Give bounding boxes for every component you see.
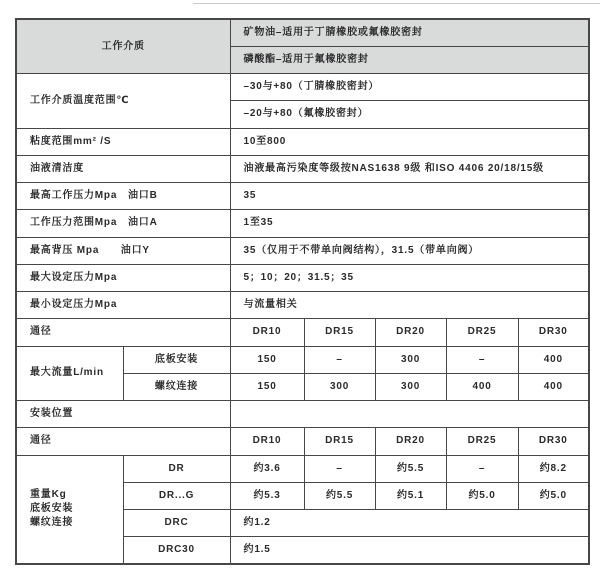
cleanliness-value: 油液最高污染度等级按NAS1638 9级 和ISO 4406 20/18/15级 bbox=[230, 155, 589, 182]
working-pressure-range-label: 工作压力范围Mpa 油口A bbox=[16, 210, 230, 237]
diameter2-dr15: DR15 bbox=[304, 428, 375, 455]
min-set-pressure-value: 与流量相关 bbox=[230, 292, 589, 319]
weight-dr-dr20-value: 约5.5 bbox=[375, 455, 446, 482]
max-flow-label: 最大流量L/min bbox=[16, 346, 123, 401]
weight-drg-dr10-value: 约5.3 bbox=[230, 482, 304, 509]
flow-plate-dr15-value: – bbox=[304, 346, 375, 373]
weight-drc-value: 约1.2 bbox=[230, 510, 589, 537]
weight-drg-sub: DR...G bbox=[123, 482, 230, 509]
weight-drg-dr30-value: 约5.0 bbox=[518, 482, 589, 509]
flow-plate-dr30-value: 400 bbox=[518, 346, 589, 373]
flow-thread-dr30-value: 400 bbox=[518, 373, 589, 400]
working-pressure-range-value: 1至35 bbox=[230, 210, 589, 237]
mount-position-label: 安装位置 bbox=[16, 401, 230, 428]
diameter2-dr30: DR30 bbox=[518, 428, 589, 455]
diameter2-dr25: DR25 bbox=[446, 428, 518, 455]
max-back-pressure-label: 最高背压 Mpa 油口Y bbox=[16, 237, 230, 264]
weight-label-line2: 底板安装 bbox=[30, 503, 74, 515]
weight-drg-dr20-value: 约5.1 bbox=[375, 482, 446, 509]
flow-plate-mount-sub: 底板安装 bbox=[123, 346, 230, 373]
diameter1-label: 通径 bbox=[16, 319, 230, 346]
temp-range-label: 工作介质温度范围℃ bbox=[16, 74, 230, 129]
max-set-pressure-value: 5；10；20；31.5；35 bbox=[230, 264, 589, 291]
flow-thread-sub: 螺纹连接 bbox=[123, 373, 230, 400]
weight-drg-dr25-value: 约5.0 bbox=[446, 482, 518, 509]
temp-fkm-value: –20与+80（氟橡胶密封） bbox=[230, 101, 589, 128]
flow-thread-dr10-value: 150 bbox=[230, 373, 304, 400]
diameter1-dr25: DR25 bbox=[446, 319, 518, 346]
weight-dr-dr15-value: – bbox=[304, 455, 375, 482]
flow-thread-dr20-value: 300 bbox=[375, 373, 446, 400]
max-working-pressure-value: 35 bbox=[230, 183, 589, 210]
max-set-pressure-label: 最大设定压力Mpa bbox=[16, 264, 230, 291]
weight-dr-dr10-value: 约3.6 bbox=[230, 455, 304, 482]
weight-drc-sub: DRC bbox=[123, 510, 230, 537]
flow-thread-dr15-value: 300 bbox=[304, 373, 375, 400]
weight-label-line1: 重量Kg bbox=[30, 489, 67, 501]
diameter1-dr10: DR10 bbox=[230, 319, 304, 346]
diameter1-dr20: DR20 bbox=[375, 319, 446, 346]
working-medium-label: 工作介质 bbox=[16, 19, 230, 74]
diameter2-label: 通径 bbox=[16, 428, 230, 455]
mount-position-value bbox=[230, 401, 589, 428]
cleanliness-label: 油液清洁度 bbox=[16, 155, 230, 182]
diameter2-dr20: DR20 bbox=[375, 428, 446, 455]
flow-plate-dr20-value: 300 bbox=[375, 346, 446, 373]
weight-label-line3: 螺纹连接 bbox=[30, 517, 74, 529]
flow-thread-dr25-value: 400 bbox=[446, 373, 518, 400]
flow-plate-dr10-value: 150 bbox=[230, 346, 304, 373]
viscosity-label: 粘度范围mm² /S bbox=[16, 128, 230, 155]
spec-table bbox=[15, 18, 590, 565]
min-set-pressure-label: 最小设定压力Mpa bbox=[16, 292, 230, 319]
max-working-pressure-label: 最高工作压力Mpa 油口B bbox=[16, 183, 230, 210]
medium-ester-value: 磷酸酯–适用于氟橡胶密封 bbox=[230, 46, 589, 73]
temp-nbr-value: –30与+80（丁腈橡胶密封） bbox=[230, 74, 589, 101]
weight-dr-dr25-value: – bbox=[446, 455, 518, 482]
weight-dr-sub: DR bbox=[123, 455, 230, 482]
weight-drg-dr15-value: 约5.5 bbox=[304, 482, 375, 509]
diameter1-dr30: DR30 bbox=[518, 319, 589, 346]
weight-drc30-value: 约1.5 bbox=[230, 537, 589, 564]
flow-plate-dr25-value: – bbox=[446, 346, 518, 373]
diameter2-dr10: DR10 bbox=[230, 428, 304, 455]
weight-label bbox=[16, 455, 123, 564]
medium-mineral-value: 矿物油–适用于丁腈橡胶或氟橡胶密封 bbox=[230, 19, 589, 46]
max-back-pressure-value: 35（仅用于不带单向阀结构），31.5（带单向阀） bbox=[230, 237, 589, 264]
diameter1-dr15: DR15 bbox=[304, 319, 375, 346]
weight-dr-dr30-value: 约8.2 bbox=[518, 455, 589, 482]
viscosity-value: 10至800 bbox=[230, 128, 589, 155]
top-crop-line bbox=[193, 3, 600, 4]
weight-drc30-sub: DRC30 bbox=[123, 537, 230, 564]
